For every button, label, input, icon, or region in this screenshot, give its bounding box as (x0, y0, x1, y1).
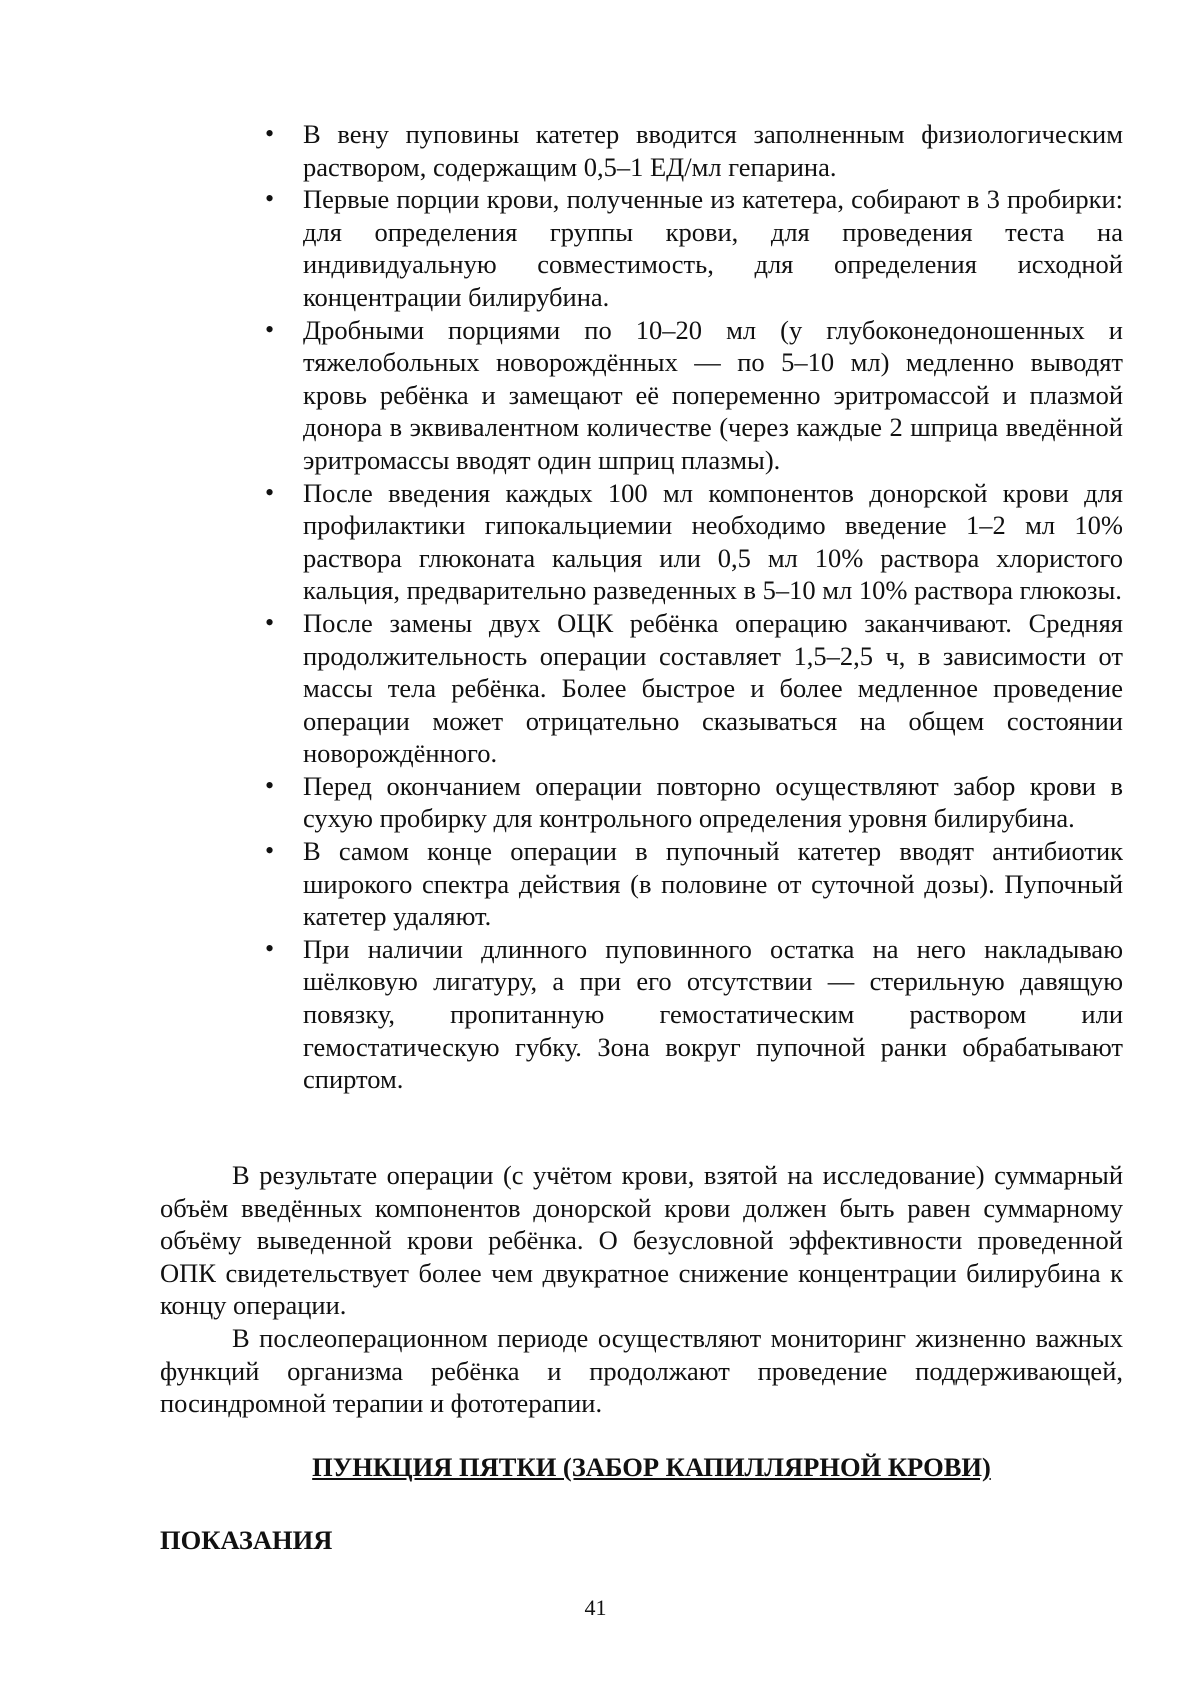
list-item (263, 770, 1123, 835)
section-heading: ПУНКЦИЯ ПЯТКИ (ЗАБОР КАПИЛЛЯРНОЙ КРОВИ) (312, 1452, 991, 1482)
list-item-text: Первые порции крови, полученные из катетера, собирают в 3 пробирки: для определения группы крови, для проведения теста на индивидуальную совместимость, для определения исходной концентрации билирубина. (303, 184, 1123, 312)
list-item-text: После введения каждых 100 мл компонентов донорской крови для профилактики гипокальциемии необходимо введение 1–2 мл 10% раствора глюконата кальция или 0,5 мл 10% раствора хлористого кальция, предварительно разведенных в 5–10 мл 10% раствора глюкозы. (303, 477, 1123, 606)
list-item (263, 477, 1123, 607)
list-item-text: После замены двух ОЦК ребёнка операцию заканчивают. Средняя продолжительность операции составляет 1,5–2,5 ч, в зависимости от массы тела ребёнка. Более быстрое и более медленное проведение операции может отрицательно сказываться на общем состоянии новорождённого. (303, 607, 1123, 769)
result-paragraph: В результате операции (с учётом крови, взятой на исследование) суммарный объём введённых компонентов донорской крови должен быть равен суммарному объёму выведенной крови ребёнка. О безусловной эффективности проведенной ОПК свидетельствует более чем двукратное снижение концентрации билирубина к концу операции. (160, 1160, 1123, 1321)
list-item-text: Дробными порциями по 10–20 мл (у глубоконедоношенных и тяжелобольных новорождённых — по 5–10 мл) медленно выводят кровь ребёнка и замещают её попеременно эритромассой и плазмой донора в эквивалентном количестве (через каждые 2 шприца введённой эритромассы вводят один шприц плазмы). (303, 314, 1123, 475)
list-item-text: В вену пуповины катетер вводится заполненным физиологическим раствором, содержащим 0,5–1 ЕД/мл гепарина. (303, 119, 1123, 182)
bullet-icon: • (265, 184, 275, 214)
postoperative-paragraph: В послеоперационном периоде осуществляют мониторинг жизненно важных функций организма ребёнка и продолжают проведение поддерживающей, посиндромной терапии и фототерапии. (160, 1323, 1123, 1419)
list-item (263, 835, 1123, 933)
list-item-text: Перед окончанием операции повторно осуществляют забор крови в сухую пробирку для контрольного определения уровня билирубина. (303, 770, 1123, 834)
list-item (263, 933, 1123, 1096)
list-item (263, 183, 1123, 313)
list-item-text: В самом конце операции в пупочный катетер вводят антибиотик широкого спектра действия (в половине от суточной дозы). Пупочный катетер удаляют. (303, 836, 1123, 932)
page-number: 41 (584, 1595, 607, 1620)
bullet-icon: • (265, 477, 275, 507)
bullet-icon: • (265, 836, 275, 866)
bullet-icon: • (265, 607, 275, 637)
indications-subheading: ПОКАЗАНИЯ (160, 1525, 333, 1555)
procedure-steps-list (263, 118, 1123, 1096)
list-item-text: При наличии длинного пуповинного остатка на него накладываю шёлковую лигатуру, а при его отсутствии — стерильную давящую повязку, пропитанную гемостатическим раствором или гемостатическую губку. Зона вокруг пупочной ранки обрабатывают спиртом. (303, 933, 1123, 1095)
bullet-icon: • (265, 770, 275, 800)
bullet-icon: • (265, 933, 275, 963)
bullet-icon: • (265, 119, 275, 148)
list-item (263, 607, 1123, 770)
list-item (263, 314, 1123, 477)
list-item (263, 118, 1123, 183)
bullet-icon: • (265, 314, 275, 344)
